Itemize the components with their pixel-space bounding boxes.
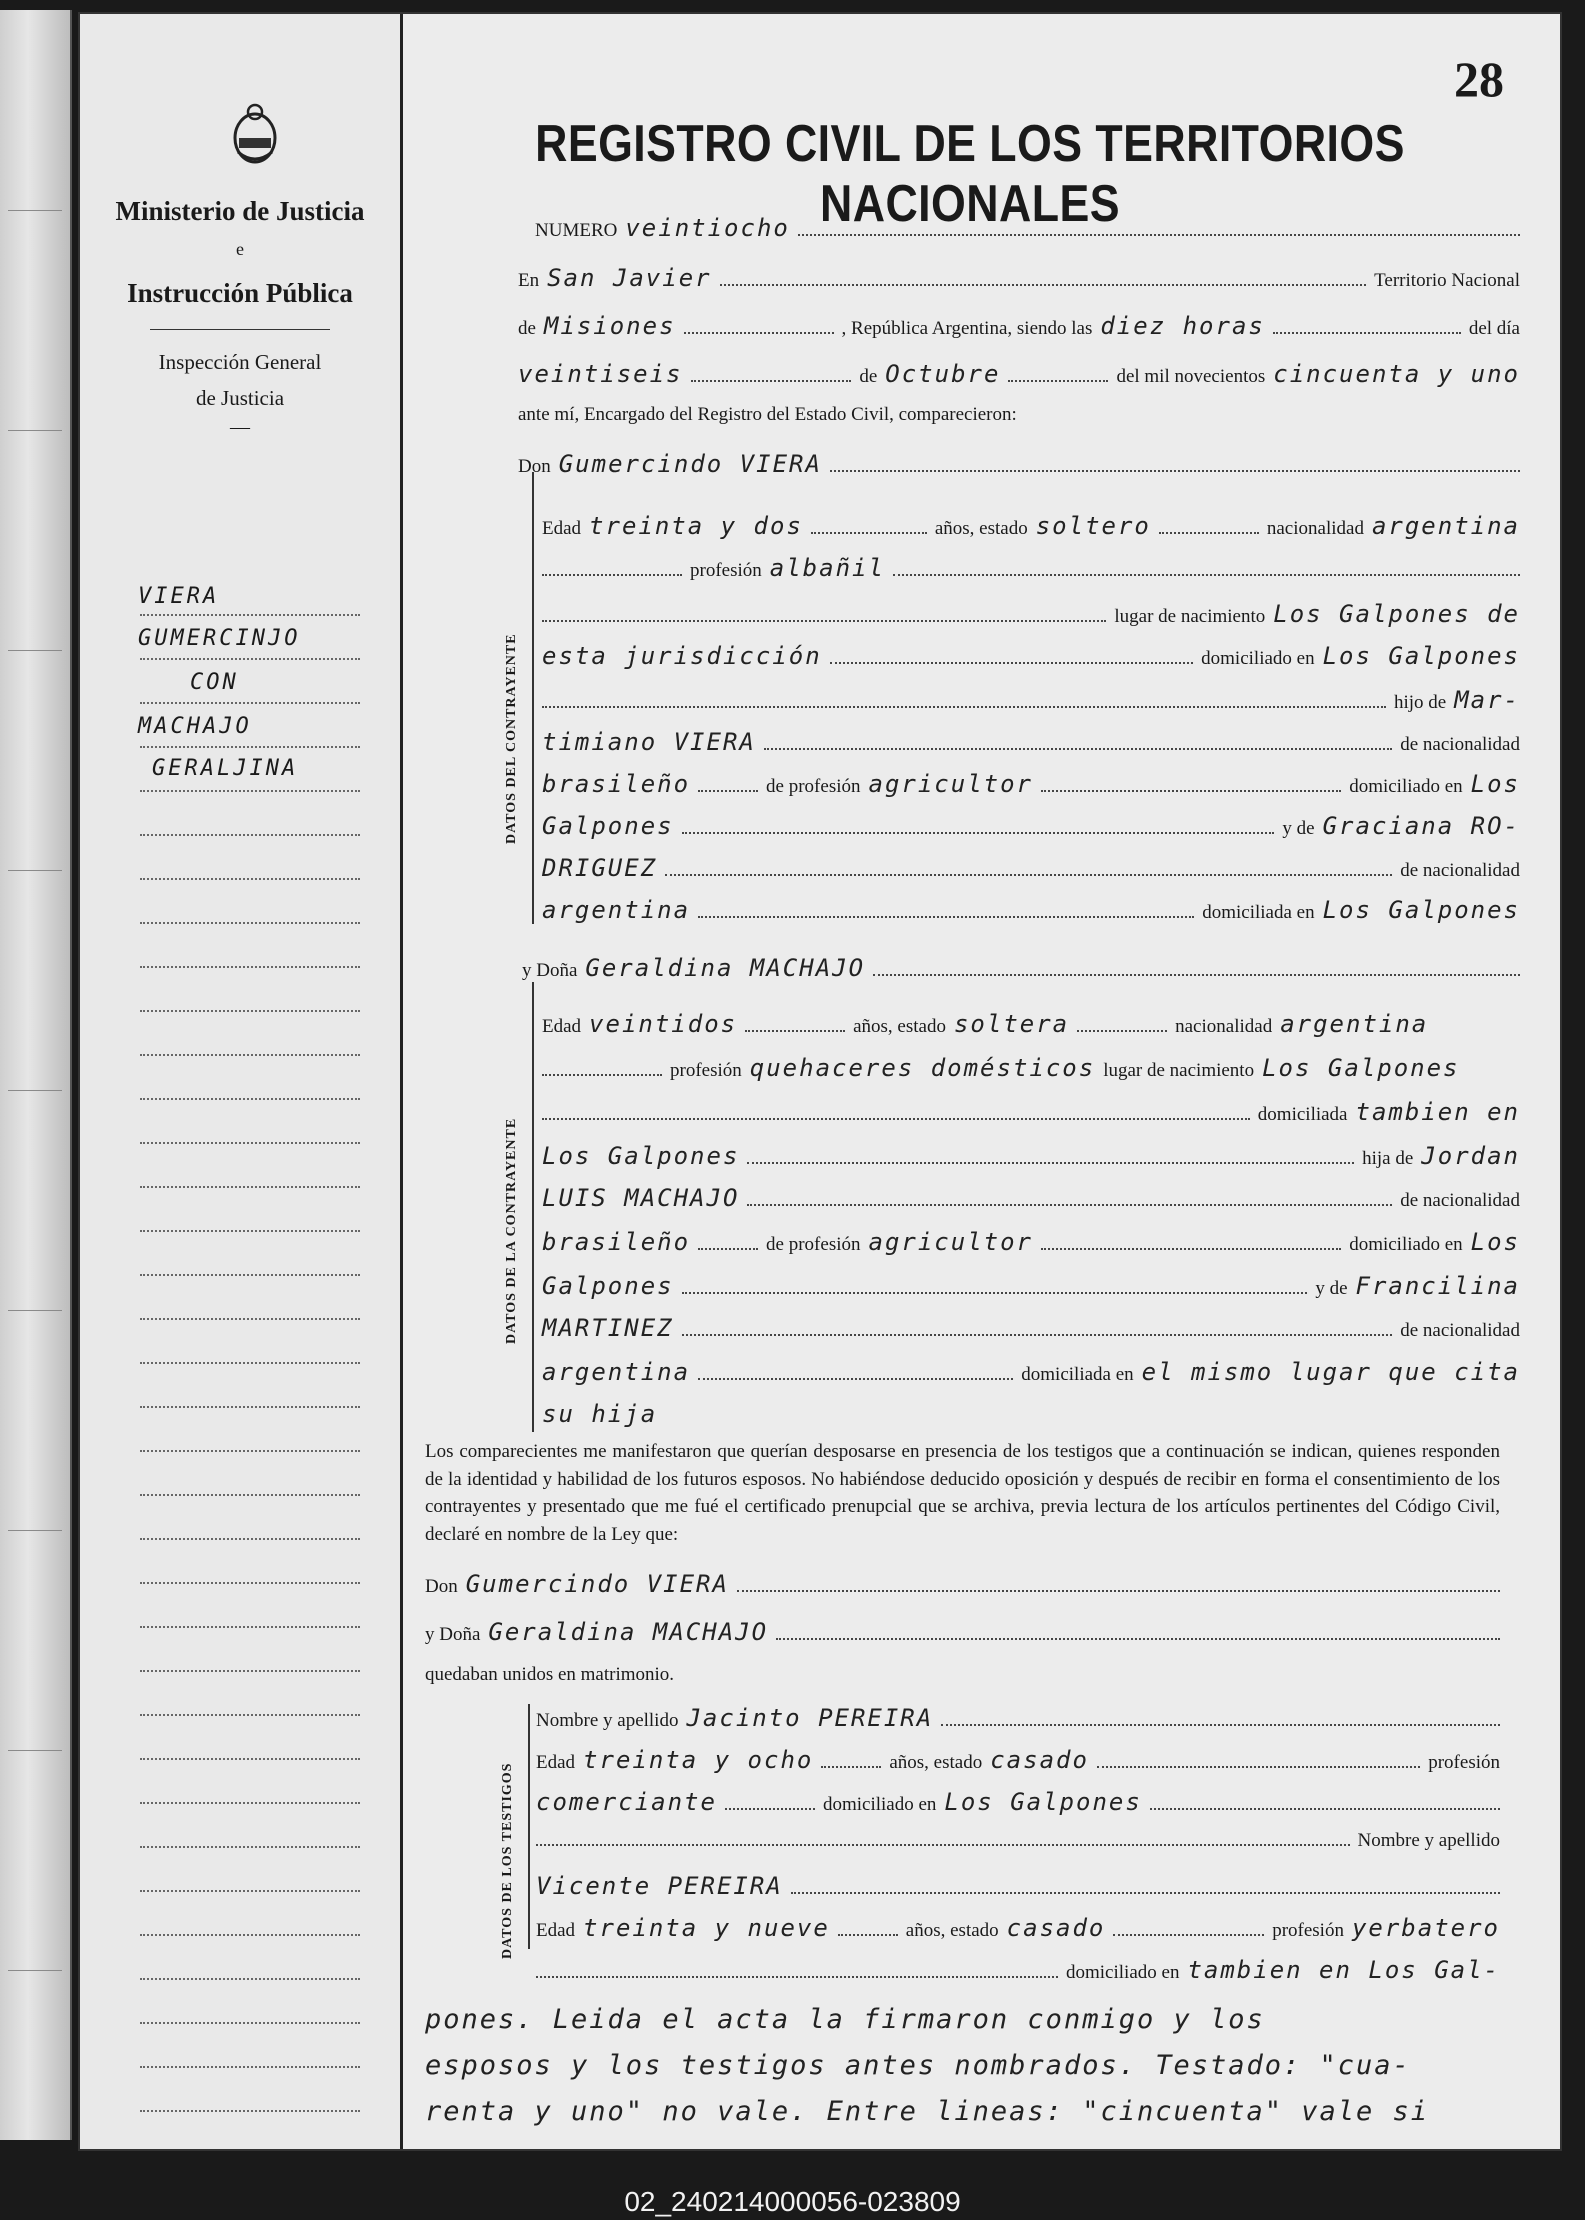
t1-dom-row bbox=[536, 1788, 1500, 1816]
fill-line bbox=[1041, 790, 1341, 792]
margin-rule bbox=[140, 922, 360, 924]
fill-line bbox=[941, 1724, 1500, 1726]
record-content bbox=[410, 14, 1560, 2149]
profesion-value: albañil bbox=[769, 554, 885, 582]
c-madre-nac-row bbox=[542, 854, 1520, 882]
fill-line bbox=[542, 574, 682, 576]
previous-page-edge bbox=[0, 10, 72, 2140]
margin-rule bbox=[140, 614, 360, 616]
t2-name-row bbox=[536, 1872, 1500, 1900]
margin-rule bbox=[140, 1494, 360, 1496]
t2-dom-row bbox=[536, 1956, 1500, 1984]
madre-value-cont: MARTINEZ bbox=[542, 1314, 674, 1342]
nacionalidad-label: nacionalidad bbox=[1175, 1016, 1273, 1037]
nombre-label: Nombre y apellido bbox=[536, 1710, 679, 1731]
fill-line bbox=[821, 1766, 881, 1768]
c-madre-dom-row bbox=[542, 896, 1520, 924]
en-label: En bbox=[518, 270, 540, 291]
margin-rule bbox=[140, 966, 360, 968]
fill-line bbox=[698, 1248, 758, 1250]
section-bracket bbox=[532, 472, 534, 924]
margin-rule bbox=[140, 834, 360, 836]
y-dona-label: y Doña bbox=[522, 960, 578, 981]
margin-rule bbox=[140, 2110, 360, 2112]
fill-line bbox=[1008, 380, 1108, 382]
testigo2-domicilio: tambien en Los Gal- bbox=[1187, 1956, 1500, 1984]
domicilio-value: Los Galpones bbox=[1322, 642, 1520, 670]
scan-identifier: 02_240214000056-023809 bbox=[624, 2186, 961, 2217]
page-number: 28 bbox=[1454, 51, 1504, 107]
estado-value: soltero bbox=[1035, 512, 1151, 540]
dona-name: Geraldina MACHAJO bbox=[488, 1618, 769, 1646]
c-profesion-row bbox=[542, 554, 1520, 582]
padre-domicilio: Los bbox=[1470, 1228, 1520, 1256]
section-label-testigos: DATOS DE LOS TESTIGOS bbox=[500, 1762, 515, 1959]
margin-rule bbox=[140, 1142, 360, 1144]
section-label-contrayente: DATOS DE LA CONTRAYENTE bbox=[504, 1117, 519, 1344]
padre-value: Jordan bbox=[1421, 1142, 1520, 1170]
margin-note-line: VIERA bbox=[138, 584, 220, 609]
fill-line bbox=[745, 1030, 845, 1032]
fill-line bbox=[698, 790, 758, 792]
fill-line bbox=[747, 1204, 1392, 1206]
profesion-label: profesión bbox=[1428, 1752, 1500, 1773]
fill-line bbox=[791, 1892, 1500, 1894]
margin-rule bbox=[140, 658, 360, 660]
profesion-label: profesión bbox=[690, 560, 762, 581]
t1-edad-row bbox=[536, 1746, 1500, 1774]
fill-line bbox=[811, 532, 927, 534]
fill-line bbox=[830, 470, 1520, 472]
fill-line bbox=[838, 1934, 898, 1936]
estado-value: soltera bbox=[953, 1010, 1070, 1038]
mes-value: Octubre bbox=[885, 360, 1001, 388]
c-nacimiento-row bbox=[542, 600, 1520, 628]
padre-profesion: agricultor bbox=[868, 1228, 1033, 1256]
testigo1-domicilio: Los Galpones bbox=[944, 1788, 1142, 1816]
fill-line bbox=[698, 1378, 1013, 1380]
ca-profesion-row bbox=[542, 1054, 1520, 1082]
margin-column bbox=[80, 14, 403, 2149]
don-label: Don bbox=[518, 456, 551, 477]
fill-line bbox=[536, 1844, 1350, 1846]
margin-rule bbox=[140, 1626, 360, 1628]
domicilio-value-cont: Los Galpones bbox=[542, 1142, 740, 1170]
lugar-nacimiento-value: Los Galpones bbox=[1262, 1054, 1460, 1082]
ministry-name: Ministerio de Justicia bbox=[115, 196, 365, 226]
profesion-value: quehaceres domésticos bbox=[749, 1054, 1096, 1082]
testigo2-name: Vicente PEREIRA bbox=[536, 1872, 783, 1900]
c-padre-row bbox=[542, 728, 1520, 756]
margin-rule bbox=[140, 2022, 360, 2024]
margin-rule bbox=[140, 1230, 360, 1232]
dia-value: veintiseis bbox=[518, 360, 683, 388]
padre-domicilio-label: domiciliado en bbox=[1349, 776, 1463, 797]
padre-domicilio: Los bbox=[1470, 770, 1520, 798]
madre-value: Graciana RO- bbox=[1322, 812, 1520, 840]
section-bracket bbox=[528, 1704, 530, 1949]
fill-line bbox=[682, 832, 1275, 834]
fill-line bbox=[720, 284, 1367, 286]
padre-nacionalidad: brasileño bbox=[542, 1228, 691, 1256]
margin-rule bbox=[140, 1054, 360, 1056]
hijo-label: hijo de bbox=[1393, 692, 1447, 713]
testigo1-name: Jacinto PEREIRA bbox=[686, 1704, 934, 1732]
margin-note-line: GUMERCINJO bbox=[138, 626, 301, 651]
edad-value: veintidos bbox=[589, 1010, 738, 1038]
ministry-conjunction: e bbox=[236, 239, 244, 259]
section-label-contrayente: DATOS DEL CONTRAYENTE bbox=[504, 633, 519, 844]
ministry-name-2: Instrucción Pública bbox=[127, 278, 353, 308]
ca-padre-nac-row bbox=[542, 1228, 1520, 1256]
ca-madre-dom-row bbox=[542, 1358, 1520, 1386]
domicilio-value: tambien en bbox=[1355, 1098, 1520, 1126]
closing-text: esposos y los testigos antes nombrados. Testado: "cua- bbox=[425, 2050, 1411, 2081]
fill-line bbox=[747, 1162, 1354, 1164]
estado-label: años, estado bbox=[853, 1016, 946, 1037]
ca-hija-row bbox=[542, 1142, 1520, 1170]
fill-line bbox=[682, 1334, 1393, 1336]
edad-label: Edad bbox=[542, 518, 582, 539]
dona-row bbox=[522, 954, 1520, 982]
section-bracket bbox=[532, 982, 534, 1432]
fill-line bbox=[542, 1118, 1250, 1120]
fill-line bbox=[893, 574, 1520, 576]
hora-value: diez horas bbox=[1100, 312, 1265, 340]
estado-label: años, estado bbox=[889, 1752, 983, 1773]
ca-madre-row bbox=[542, 1272, 1520, 1300]
margin-rule bbox=[140, 1318, 360, 1320]
register-page bbox=[78, 12, 1562, 2151]
margin-rule bbox=[140, 1758, 360, 1760]
quedaban-text: quedaban unidos en matrimonio. bbox=[425, 1664, 675, 1685]
madre-domicilio: el mismo lugar que cita bbox=[1141, 1358, 1520, 1386]
c-hijo-row bbox=[542, 686, 1520, 714]
nacionalidad-label: nacionalidad bbox=[1266, 518, 1364, 539]
margin-rule bbox=[140, 1186, 360, 1188]
fill-line bbox=[764, 748, 1392, 750]
edad-value: treinta y dos bbox=[589, 512, 803, 540]
ca-madre-dom-cont-row bbox=[542, 1400, 1520, 1428]
lugar-row bbox=[518, 264, 1520, 292]
margin-rule bbox=[140, 1274, 360, 1276]
nacionalidad-value: argentina bbox=[1371, 512, 1520, 540]
margin-rule bbox=[140, 1714, 360, 1716]
don-name: Gumercindo VIERA bbox=[558, 450, 822, 478]
numero-label: NUMERO bbox=[535, 220, 618, 241]
fill-line bbox=[725, 1808, 815, 1810]
madre-value-cont: DRIGUEZ bbox=[542, 854, 658, 882]
margin-note-line: GERALJINA bbox=[152, 756, 299, 781]
ante-label: ante mí, Encargado del Registro del Estado Civil, comparecieron: bbox=[518, 404, 1017, 425]
margin-rule bbox=[140, 2066, 360, 2068]
fill-line bbox=[737, 1590, 1500, 1592]
fill-line bbox=[665, 874, 1392, 876]
fill-line bbox=[1150, 1808, 1500, 1810]
dona-name: Geraldina MACHAJO bbox=[585, 954, 866, 982]
del-dia-label: del día bbox=[1468, 318, 1520, 339]
y-de-label: y de bbox=[1282, 818, 1315, 839]
padre-value: Mar- bbox=[1454, 686, 1520, 714]
de-mes-label: de bbox=[859, 366, 878, 387]
fill-line bbox=[691, 380, 852, 382]
fill-line bbox=[830, 662, 1194, 664]
ca-edad-row bbox=[542, 1010, 1520, 1038]
padre-nacionalidad: brasileño bbox=[542, 770, 691, 798]
fill-line bbox=[698, 916, 1194, 918]
estado-label: años, estado bbox=[905, 1920, 999, 1941]
fill-line bbox=[1077, 1030, 1167, 1032]
don-name: Gumercindo VIERA bbox=[465, 1570, 729, 1598]
decl-don-row bbox=[425, 1570, 1500, 1598]
margin-rule bbox=[140, 1802, 360, 1804]
quedaban-row bbox=[425, 1664, 1500, 1686]
domicilio-label: domiciliada bbox=[1257, 1104, 1348, 1125]
fecha-row bbox=[518, 360, 1520, 388]
de-profesion-label: de profesión bbox=[766, 1234, 861, 1255]
divider bbox=[150, 329, 330, 330]
fill-line bbox=[1273, 332, 1461, 334]
de-label: de bbox=[518, 318, 536, 339]
madre-nacionalidad: argentina bbox=[542, 1358, 691, 1386]
fill-line bbox=[1113, 1934, 1264, 1936]
padre-profesion: agricultor bbox=[868, 770, 1033, 798]
margin-rule bbox=[140, 1538, 360, 1540]
margin-rule bbox=[140, 1406, 360, 1408]
margin-rule bbox=[140, 1450, 360, 1452]
margin-rule bbox=[140, 1978, 360, 1980]
closing-row-1 bbox=[425, 2004, 1500, 2035]
profesion-label: profesión bbox=[1272, 1920, 1344, 1941]
ca-domicilio-row bbox=[542, 1098, 1520, 1126]
c-padre-nac-row bbox=[542, 770, 1520, 798]
declaration-paragraph: Los comparecientes me manifestaron que querían desposarse en presencia de los testigos que a continuación se indican, quienes responden de la identidad y habilidad de los futuros esposos. No habiéndose deducido oposición y después de recibir en forma el consentimiento de los contrayentes y presentado que me fué el certificado prenupcial que se archiva, previa lectura de los artículos pertinentes del Código Civil, declaré en nombre de la Ley que: bbox=[425, 1441, 1500, 1545]
numero-value: veintiocho bbox=[625, 214, 790, 242]
fill-line bbox=[1041, 1248, 1341, 1250]
c-madre-row bbox=[542, 812, 1520, 840]
fill-line bbox=[873, 974, 1520, 976]
decl-dona-row bbox=[425, 1618, 1500, 1646]
anio-label: del mil novecientos bbox=[1116, 366, 1266, 387]
margin-note-line: CON bbox=[190, 670, 239, 695]
closing-row-3 bbox=[425, 2096, 1500, 2127]
fill-line bbox=[682, 1292, 1308, 1294]
nacionalidad-value: argentina bbox=[1280, 1010, 1429, 1038]
margin-rule bbox=[140, 1934, 360, 1936]
fill-line bbox=[542, 1074, 662, 1076]
c-domicilio-row bbox=[542, 642, 1520, 670]
don-row bbox=[518, 450, 1520, 478]
don-label: Don bbox=[425, 1576, 458, 1597]
inspection-name-2: de Justicia bbox=[195, 386, 285, 410]
closing-row-2 bbox=[425, 2050, 1500, 2081]
padre-value-cont: LUIS MACHAJO bbox=[542, 1184, 740, 1212]
closing-text: pones. Leida el acta la firmaron conmigo y los bbox=[425, 2004, 1265, 2035]
y-de-label: y de bbox=[1315, 1278, 1348, 1299]
ca-padre-row bbox=[542, 1184, 1520, 1212]
domicilio-label: domiciliado en bbox=[1066, 1962, 1180, 1983]
padre-domicilio-label: domiciliado en bbox=[1349, 1234, 1463, 1255]
fill-line bbox=[798, 234, 1520, 236]
closing-text: renta y uno" no vale. Entre lineas: "cincuenta" vale si bbox=[425, 2096, 1430, 2127]
testigo2-estado: casado bbox=[1006, 1914, 1106, 1942]
lugar-nacimiento-cont: esta jurisdicción bbox=[542, 642, 822, 670]
padre-domicilio-cont: Galpones bbox=[542, 812, 674, 840]
nombre-label: Nombre y apellido bbox=[1357, 1830, 1500, 1851]
national-seal-icon bbox=[230, 102, 280, 168]
margin-rule bbox=[140, 878, 360, 880]
margin-rule bbox=[140, 746, 360, 748]
edad-label: Edad bbox=[536, 1752, 576, 1773]
numero-row bbox=[535, 214, 1520, 242]
t2-edad-row bbox=[536, 1914, 1500, 1942]
margin-note-line: MACHAJO bbox=[138, 714, 252, 739]
testigo2-edad: treinta y nueve bbox=[583, 1914, 830, 1942]
madre-domicilio-label: domiciliada en bbox=[1202, 902, 1315, 923]
testigo1-estado: casado bbox=[990, 1746, 1089, 1774]
margin-rule bbox=[140, 1582, 360, 1584]
fill-line bbox=[1097, 1766, 1420, 1768]
territorio-value: Misiones bbox=[543, 312, 676, 340]
padre-domicilio-cont: Galpones bbox=[542, 1272, 674, 1300]
margin-rule bbox=[140, 1098, 360, 1100]
padre-value-cont: timiano VIERA bbox=[542, 728, 756, 756]
estado-label: años, estado bbox=[934, 518, 1028, 539]
madre-value: Francilina bbox=[1355, 1272, 1520, 1300]
de-nacionalidad-label: de nacionalidad bbox=[1400, 1320, 1520, 1341]
fill-line bbox=[542, 706, 1386, 708]
fill-line bbox=[542, 620, 1106, 622]
madre-domicilio: Los Galpones bbox=[1322, 896, 1520, 924]
fill-line bbox=[684, 332, 834, 334]
edad-label: Edad bbox=[542, 1016, 582, 1037]
lugar-value: San Javier bbox=[547, 264, 712, 292]
de-nacionalidad-label: de nacionalidad bbox=[1400, 734, 1520, 755]
de-nacionalidad-label: de nacionalidad bbox=[1400, 1190, 1520, 1211]
margin-rule bbox=[140, 1846, 360, 1848]
divider-dash: — bbox=[230, 416, 250, 438]
lugar-nacimiento-label: lugar de nacimiento bbox=[1103, 1060, 1255, 1081]
testigo1-profesion: comerciante bbox=[536, 1788, 717, 1816]
testigo2-profesion: yerbatero bbox=[1351, 1914, 1500, 1942]
margin-rule bbox=[140, 1362, 360, 1364]
margin-rule bbox=[140, 702, 360, 704]
fill-line bbox=[536, 1976, 1058, 1978]
t2-label-row bbox=[536, 1830, 1500, 1852]
republica-label: , República Argentina, siendo las bbox=[841, 318, 1093, 339]
anio-value: cincuenta y uno bbox=[1273, 360, 1520, 388]
de-nacionalidad-label: de nacionalidad bbox=[1400, 860, 1520, 881]
page-title: REGISTRO CIVIL DE LOS TERRITORIOS NACIONALES bbox=[535, 115, 1405, 233]
territorio-label: Territorio Nacional bbox=[1374, 270, 1520, 291]
fill-line bbox=[1159, 532, 1259, 534]
margin-rule bbox=[140, 790, 360, 792]
c-edad-row bbox=[542, 512, 1520, 540]
edad-label: Edad bbox=[536, 1920, 576, 1941]
domicilio-label: domiciliado en bbox=[1201, 648, 1315, 669]
fill-line bbox=[776, 1638, 1500, 1640]
madre-domicilio-label: domiciliada en bbox=[1021, 1364, 1134, 1385]
t1-name-row bbox=[536, 1704, 1500, 1732]
profesion-label: profesión bbox=[670, 1060, 742, 1081]
de-profesion-label: de profesión bbox=[766, 776, 861, 797]
territorio-row bbox=[518, 312, 1520, 340]
margin-rule bbox=[140, 1890, 360, 1892]
lugar-nacimiento-label: lugar de nacimiento bbox=[1114, 606, 1266, 627]
dona-label: y Doña bbox=[425, 1624, 481, 1645]
domicilio-label: domiciliado en bbox=[822, 1794, 937, 1815]
margin-rule bbox=[140, 1010, 360, 1012]
hija-label: hija de bbox=[1362, 1148, 1414, 1169]
lugar-nacimiento-value: Los Galpones de bbox=[1273, 600, 1520, 628]
testigo1-edad: treinta y ocho bbox=[583, 1746, 814, 1774]
ante-row bbox=[518, 404, 1520, 426]
margin-rule bbox=[140, 1670, 360, 1672]
ca-madre-nac-row bbox=[542, 1314, 1520, 1342]
madre-domicilio-cont: su hija bbox=[542, 1400, 658, 1428]
madre-nacionalidad: argentina bbox=[542, 896, 691, 924]
inspection-name: Inspección General bbox=[158, 350, 322, 374]
